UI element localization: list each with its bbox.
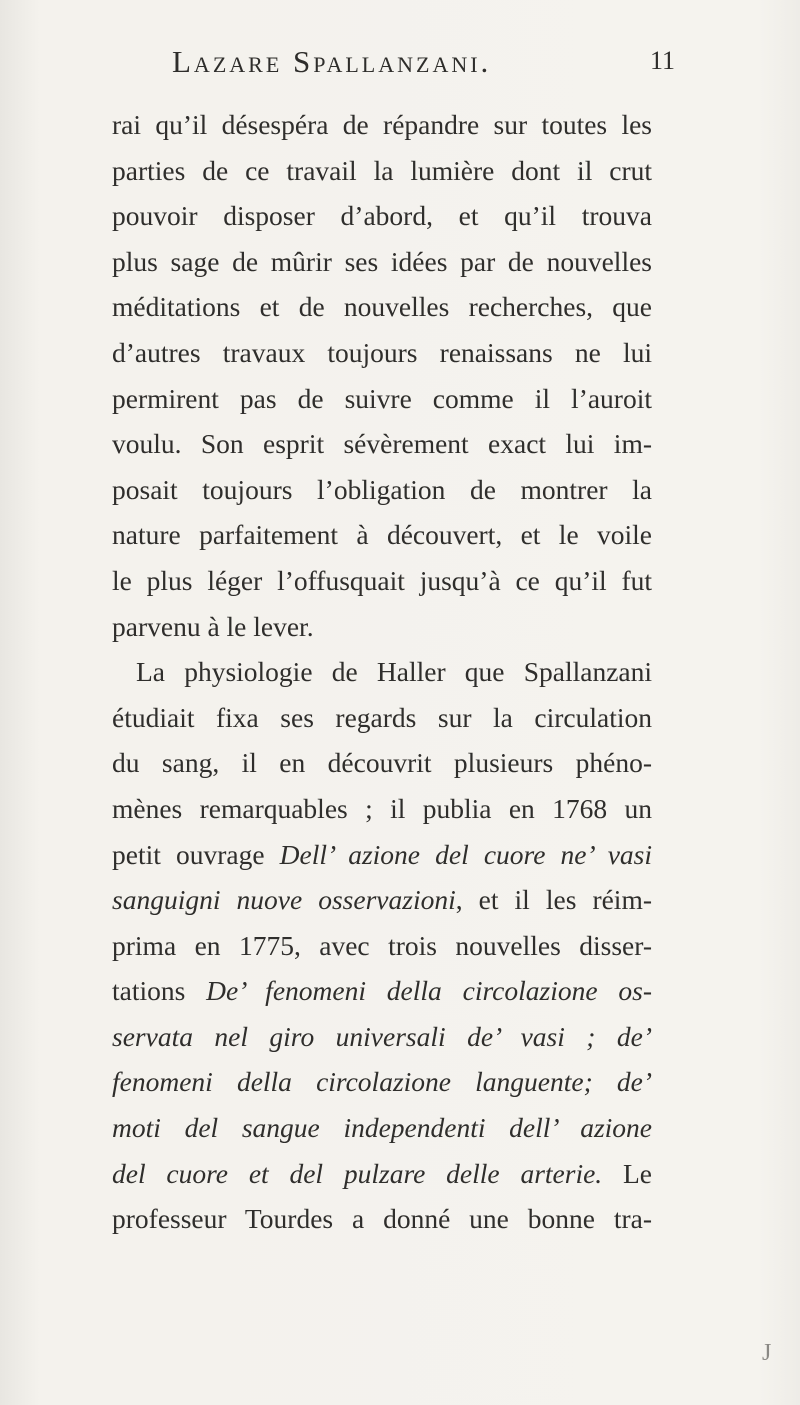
text-line: mènes remarquables ; il publia en 1768 un [112, 792, 652, 824]
text-line: permirent pas de suivre comme il l’auroit [112, 382, 652, 414]
book-title-italic: sanguigni nuove osservazioni [112, 884, 456, 916]
text-line: du sang, il en découvrit plusieurs phéno- [112, 747, 652, 779]
book-title-italic: De’ fenomeni della circolazione os- [206, 975, 652, 1007]
text-line: pouvoir disposer d’abord, et qu’il trouva [112, 200, 652, 232]
text-line: nature parfaitement à découvert, et le voile [112, 519, 652, 551]
text-line [112, 832, 652, 878]
text-line: plus sage de mûrir ses idées par de nouvelles [112, 245, 652, 277]
text-line [112, 968, 652, 1014]
text-line: étudiait fixa ses regards sur la circulation [112, 701, 652, 733]
book-title-italic: del cuore et del pulzare delle arterie. [112, 1157, 603, 1189]
running-title: Lazare Spallanzani. [172, 44, 492, 79]
text-line: parties de ce travail la lumière dont il crut [112, 154, 652, 186]
book-title-italic: fenomeni della circolazione languente; de’ [112, 1066, 652, 1098]
page-number: 11 [650, 46, 676, 75]
text-line [112, 1059, 652, 1105]
text-line: d’autres travaux toujours renaissans ne lui [112, 336, 652, 368]
text-roman: tations [112, 975, 207, 1007]
text-line: méditations et de nouvelles recherches, que [112, 291, 652, 323]
text-line: parvenu à le lever. [112, 610, 314, 642]
text-line [112, 1151, 652, 1197]
book-title-italic: Dell’ azione del cuore ne’ vasi [279, 838, 652, 870]
text-line: le plus léger l’offusquait jusqu’à ce qu’il fut [112, 564, 652, 596]
text-line: voulu. Son esprit sévèrement exact lui im- [112, 428, 652, 460]
text-line: professeur Tourdes a donné une bonne tra- [112, 1203, 652, 1235]
page-header [0, 44, 800, 84]
book-title-italic: moti del sangue independenti dell’ azione [112, 1112, 652, 1144]
text-roman: Le [602, 1157, 652, 1189]
paragraph-start-line: La physiologie de Haller que Spallanzani [136, 656, 652, 688]
text-line: rai qu’il désespéra de répandre sur toutes les [112, 109, 652, 140]
text-line: posait toujours l’obligation de montrer la [112, 473, 652, 505]
margin-mark: J [762, 1340, 772, 1366]
text-line [112, 877, 652, 923]
book-title-italic: servata nel giro universali de’ vasi ; de’ [112, 1020, 652, 1052]
text-line [112, 1014, 652, 1060]
body-text [112, 102, 652, 1242]
text-roman: petit ouvrage [112, 838, 280, 870]
text-line: prima en 1775, avec trois nouvelles disser- [112, 929, 652, 961]
text-line [112, 1105, 652, 1151]
text-roman: , et il les réim- [455, 884, 652, 916]
